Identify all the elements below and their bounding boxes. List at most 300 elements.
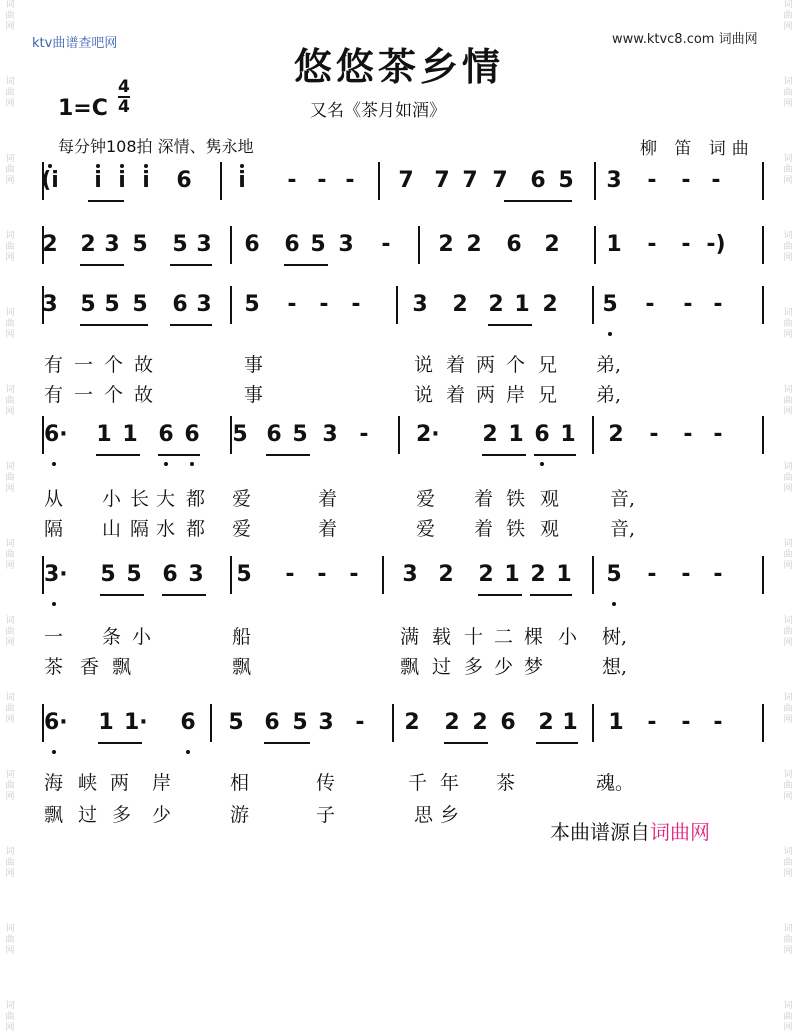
octave-dot [120,164,124,168]
note: i [238,168,246,193]
lyric-char: 小 [102,488,122,510]
octave-dot [52,602,56,606]
lyric-char: 游 [230,804,250,826]
side-watermark-text: 词 曲 网 [5,462,15,494]
bar-line [230,286,232,324]
octave-dot [164,462,168,466]
lyric-char: 飘 [112,656,132,678]
note: - [317,562,327,587]
note: 2 [530,562,546,587]
lyric-char: 说 [414,354,434,376]
note: 2 [42,232,58,257]
note: - [681,168,691,193]
note: 2 [538,710,554,735]
lyric-char: 铁 [506,518,526,540]
lyric-char: 思 [414,804,434,826]
lyric-char: 铁 [506,488,526,510]
note: 6 [184,422,200,447]
side-watermark-text: 词 曲 网 [783,0,793,32]
lyric-char: 船 [232,626,252,648]
bar-line [392,704,394,742]
note: 1 [96,422,112,447]
note: - [713,710,723,735]
octave-dot [52,462,56,466]
lyric-char: 一 [74,354,94,376]
side-watermark-text: 词 曲 网 [783,1001,793,1033]
note: 6 [530,168,546,193]
note: (i [41,168,59,193]
note: 5 [244,292,260,317]
note: - [285,562,295,587]
eighth-beam [530,594,572,596]
lyric-char: 树, [602,626,628,648]
note: 6 [172,292,188,317]
note: 2 [478,562,494,587]
lyric-char: 一 [44,626,64,648]
lyric-char: 十 [464,626,484,648]
lyric-char: 少 [494,656,514,678]
lyric-char: 小 [558,626,578,648]
lyric-char: 水 [156,518,176,540]
note: 6 [176,168,192,193]
octave-dot [608,332,612,336]
bar-line [592,416,594,454]
note: 2 [452,292,468,317]
note: 3· [44,562,68,587]
octave-dot [96,164,100,168]
side-watermark-text: 词 曲 网 [5,154,15,186]
note: i [118,168,126,193]
eighth-beam [100,594,144,596]
lyric-char: 香 [80,656,100,678]
lyric-char: 故 [134,354,154,376]
note: 7 [462,168,478,193]
eighth-beam [170,324,212,326]
side-watermark-text: 词 曲 网 [783,231,793,263]
side-watermark-text: 词 曲 网 [5,924,15,956]
tempo-marking: 每分钟108拍 深情、隽永地 [58,137,254,156]
lyric-char: 观 [540,488,560,510]
site-watermark-top-left: ktv曲谱查吧网 [32,36,118,51]
note: i [142,168,150,193]
bar-line [762,704,764,742]
note: 5 [172,232,188,257]
note: 3 [196,292,212,317]
side-watermark-text: 词 曲 网 [783,77,793,109]
note: 6· [44,710,68,735]
note: -) [706,232,726,257]
bar-line [762,226,764,264]
lyric-char: 多 [464,656,484,678]
eighth-beam [98,742,142,744]
octave-dot [240,164,244,168]
lyric-char: 个 [104,354,124,376]
note: 2 [544,232,560,257]
lyric-char: 隔 [44,518,64,540]
bar-line [210,704,212,742]
note: 5 [80,292,96,317]
note: - [713,422,723,447]
note: - [683,292,693,317]
bar-line [594,226,596,264]
site-watermark-top-right: www.ktvc8.com 词曲网 [612,32,758,47]
note: - [287,168,297,193]
side-watermark-text: 词 曲 网 [783,539,793,571]
lyric-char: 大 [156,488,176,510]
eighth-beam [80,324,148,326]
note: 1 [560,422,576,447]
note: 2 [482,422,498,447]
lyric-char: 爱 [416,488,436,510]
note: 7 [492,168,508,193]
note: 3 [322,422,338,447]
note: 6 [158,422,174,447]
note: - [317,168,327,193]
eighth-beam [170,264,212,266]
note: 1 [514,292,530,317]
eighth-beam [284,264,328,266]
bar-line [592,704,594,742]
lyric-char: 着 [474,518,494,540]
lyric-char: 有 [44,354,64,376]
bar-line [398,416,400,454]
lyric-char: 过 [78,804,98,826]
lyric-char: 魂。 [596,772,635,794]
note: - [349,562,359,587]
note: 2 [444,710,460,735]
lyric-char: 峡 [78,772,98,794]
key-signature: 1=C [58,96,108,121]
bar-line [762,416,764,454]
bar-line [762,556,764,594]
eighth-beam [534,454,576,456]
eighth-beam [88,200,124,202]
bar-line [382,556,384,594]
note: 2 [488,292,504,317]
lyric-char: 个 [104,384,124,406]
lyric-char: 故 [134,384,154,406]
lyric-char: 都 [186,488,206,510]
note: - [381,232,391,257]
note: 3 [606,168,622,193]
note: 1 [508,422,524,447]
lyric-char: 着 [318,518,338,540]
side-watermark-text: 词 曲 网 [5,0,15,32]
lyric-char: 小 [132,626,152,648]
note: 2 [542,292,558,317]
note: 5 [236,562,252,587]
lyric-char: 多 [112,804,132,826]
eighth-beam [158,454,200,456]
side-watermark-text: 词 曲 网 [783,847,793,879]
note: 6 [264,710,280,735]
lyric-char: 梦 [524,656,544,678]
bar-line [762,286,764,324]
bar-line [594,162,596,200]
note: - [645,292,655,317]
bar-line [592,556,594,594]
lyric-char: 千 [408,772,428,794]
side-watermark-text: 词 曲 网 [783,616,793,648]
lyric-char: 满 [400,626,420,648]
lyric-char: 岸 [152,772,172,794]
octave-dot [52,750,56,754]
lyric-char: 少 [152,804,172,826]
side-watermark-text: 词 曲 网 [783,693,793,725]
note: 1 [606,232,622,257]
note: 5 [132,232,148,257]
note: 5 [606,562,622,587]
octave-dot [540,462,544,466]
lyric-char: 观 [540,518,560,540]
time-signature-bottom: 4 [118,97,130,117]
lyric-char: 着 [446,354,466,376]
note: 6 [244,232,260,257]
side-watermark-text: 词 曲 网 [5,231,15,263]
lyric-char: 事 [244,354,264,376]
note: - [355,710,365,735]
lyric-char: 茶 [44,656,64,678]
note: - [351,292,361,317]
note: - [713,292,723,317]
side-watermark-text: 词 曲 网 [783,770,793,802]
eighth-beam [478,594,522,596]
eighth-beam [264,742,310,744]
side-watermark-text: 词 曲 网 [5,847,15,879]
lyric-char: 弟, [596,354,622,376]
note: 7 [434,168,450,193]
note: 2 [438,562,454,587]
song-title: 悠悠茶乡情 [293,44,504,89]
note: 1· [124,710,148,735]
octave-dot [144,164,148,168]
lyric-char: 两 [110,772,130,794]
eighth-beam [504,200,572,202]
octave-dot [48,164,52,168]
lyric-char: 音, [610,518,636,540]
lyric-char: 一 [74,384,94,406]
lyric-char: 爱 [232,518,252,540]
note: 6 [162,562,178,587]
lyric-char: 个 [506,354,526,376]
note: 1 [556,562,572,587]
side-watermark-text: 词 曲 网 [5,693,15,725]
lyric-char: 年 [440,772,460,794]
side-watermark-text: 词 曲 网 [783,924,793,956]
note: 5 [104,292,120,317]
octave-dot [612,602,616,606]
side-watermark-text: 词 曲 网 [783,462,793,494]
note: 1 [504,562,520,587]
side-watermark-text: 词 曲 网 [5,308,15,340]
note: 5 [292,422,308,447]
note: 6 [284,232,300,257]
note: - [711,168,721,193]
side-watermark-text: 词 曲 网 [783,154,793,186]
note: 3 [402,562,418,587]
note: 6 [180,710,196,735]
side-watermark-text: 词 曲 网 [783,308,793,340]
octave-dot [186,750,190,754]
note: - [359,422,369,447]
lyric-char: 着 [318,488,338,510]
side-watermark-text: 词 曲 网 [5,616,15,648]
note: 1 [608,710,624,735]
note: 5 [310,232,326,257]
source-credit [546,814,714,847]
side-watermark-right [780,0,796,1033]
eighth-beam [482,454,526,456]
eighth-beam [444,742,488,744]
note: - [647,232,657,257]
bar-line [418,226,420,264]
song-alias: 又名《茶月如酒》 [310,101,446,121]
note: 2 [466,232,482,257]
side-watermark-text: 词 曲 网 [5,539,15,571]
eighth-beam [488,324,532,326]
lyric-char: 飘 [44,804,64,826]
note: 3 [338,232,354,257]
lyric-char: 事 [244,384,264,406]
side-watermark-text: 词 曲 网 [5,1001,15,1033]
bar-line [220,162,222,200]
lyric-char: 过 [432,656,452,678]
note: - [647,562,657,587]
note: 2· [416,422,440,447]
note: 6 [506,232,522,257]
lyric-char: 二 [494,626,514,648]
note: 2 [608,422,624,447]
note: 5 [126,562,142,587]
lyric-char: 海 [44,772,64,794]
note: - [647,168,657,193]
note: 1 [122,422,138,447]
note: 3 [42,292,58,317]
lyric-char: 弟, [596,384,622,406]
note: 5 [228,710,244,735]
eighth-beam [80,264,124,266]
lyric-char: 从 [44,488,64,510]
eighth-beam [536,742,578,744]
note: - [345,168,355,193]
lyric-char: 茶 [496,772,516,794]
lyric-char: 长 [130,488,150,510]
lyric-char: 隔 [130,518,150,540]
source-site: 词曲网 [650,820,710,844]
lyric-char: 着 [446,384,466,406]
lyric-char: 飘 [400,656,420,678]
time-signature [118,78,130,116]
bar-line [762,162,764,200]
bar-line [230,556,232,594]
lyric-char: 飘 [232,656,252,678]
lyric-char: 兄 [538,384,558,406]
lyric-char: 都 [186,518,206,540]
lyric-char: 有 [44,384,64,406]
note: 3 [104,232,120,257]
note: 5 [100,562,116,587]
note: - [681,232,691,257]
eighth-beam [162,594,206,596]
note: 1 [98,710,114,735]
eighth-beam [266,454,310,456]
note: 2 [438,232,454,257]
side-watermark-text: 词 曲 网 [783,385,793,417]
octave-dot [190,462,194,466]
lyric-char: 两 [476,354,496,376]
note: 6 [500,710,516,735]
note: - [647,710,657,735]
lyric-char: 兄 [538,354,558,376]
lyric-char: 相 [230,772,250,794]
side-watermark-text: 词 曲 网 [5,77,15,109]
lyric-char: 想, [602,656,628,678]
lyric-char: 子 [316,804,336,826]
lyric-char: 山 [102,518,122,540]
bar-line [396,286,398,324]
note: - [683,422,693,447]
note: - [713,562,723,587]
side-watermark-left [2,0,18,1033]
lyricist-composer: 柳 笛 词曲 [640,139,755,159]
lyric-char: 爱 [416,518,436,540]
lyric-char: 音, [610,488,636,510]
note: 7 [398,168,414,193]
note: 5 [558,168,574,193]
bar-line [378,162,380,200]
lyric-char: 着 [474,488,494,510]
lyric-char: 传 [316,772,336,794]
lyric-char: 岸 [506,384,526,406]
note: 2 [472,710,488,735]
note: 5 [132,292,148,317]
note: 6 [534,422,550,447]
lyric-char: 载 [432,626,452,648]
side-watermark-text: 词 曲 网 [5,770,15,802]
note: 6 [266,422,282,447]
lyric-char: 条 [102,626,122,648]
note: 2 [80,232,96,257]
note: - [681,710,691,735]
note: 5 [232,422,248,447]
note: 3 [196,232,212,257]
lyric-char: 爱 [232,488,252,510]
bar-line [230,226,232,264]
note: 3 [188,562,204,587]
lyric-char: 棵 [524,626,544,648]
note: i [94,168,102,193]
note: 1 [562,710,578,735]
note: 6· [44,422,68,447]
note: 2 [404,710,420,735]
source-prefix: 本曲谱源自 [550,820,650,844]
note: - [319,292,329,317]
side-watermark-text: 词 曲 网 [5,385,15,417]
note: 5 [602,292,618,317]
note: - [287,292,297,317]
lyric-char: 两 [476,384,496,406]
note: - [681,562,691,587]
note: 3 [412,292,428,317]
lyric-char: 说 [414,384,434,406]
bar-line [592,286,594,324]
note: - [649,422,659,447]
lyric-char: 乡 [440,804,460,826]
time-signature-top: 4 [118,77,130,97]
eighth-beam [96,454,140,456]
note: 3 [318,710,334,735]
note: 5 [292,710,308,735]
